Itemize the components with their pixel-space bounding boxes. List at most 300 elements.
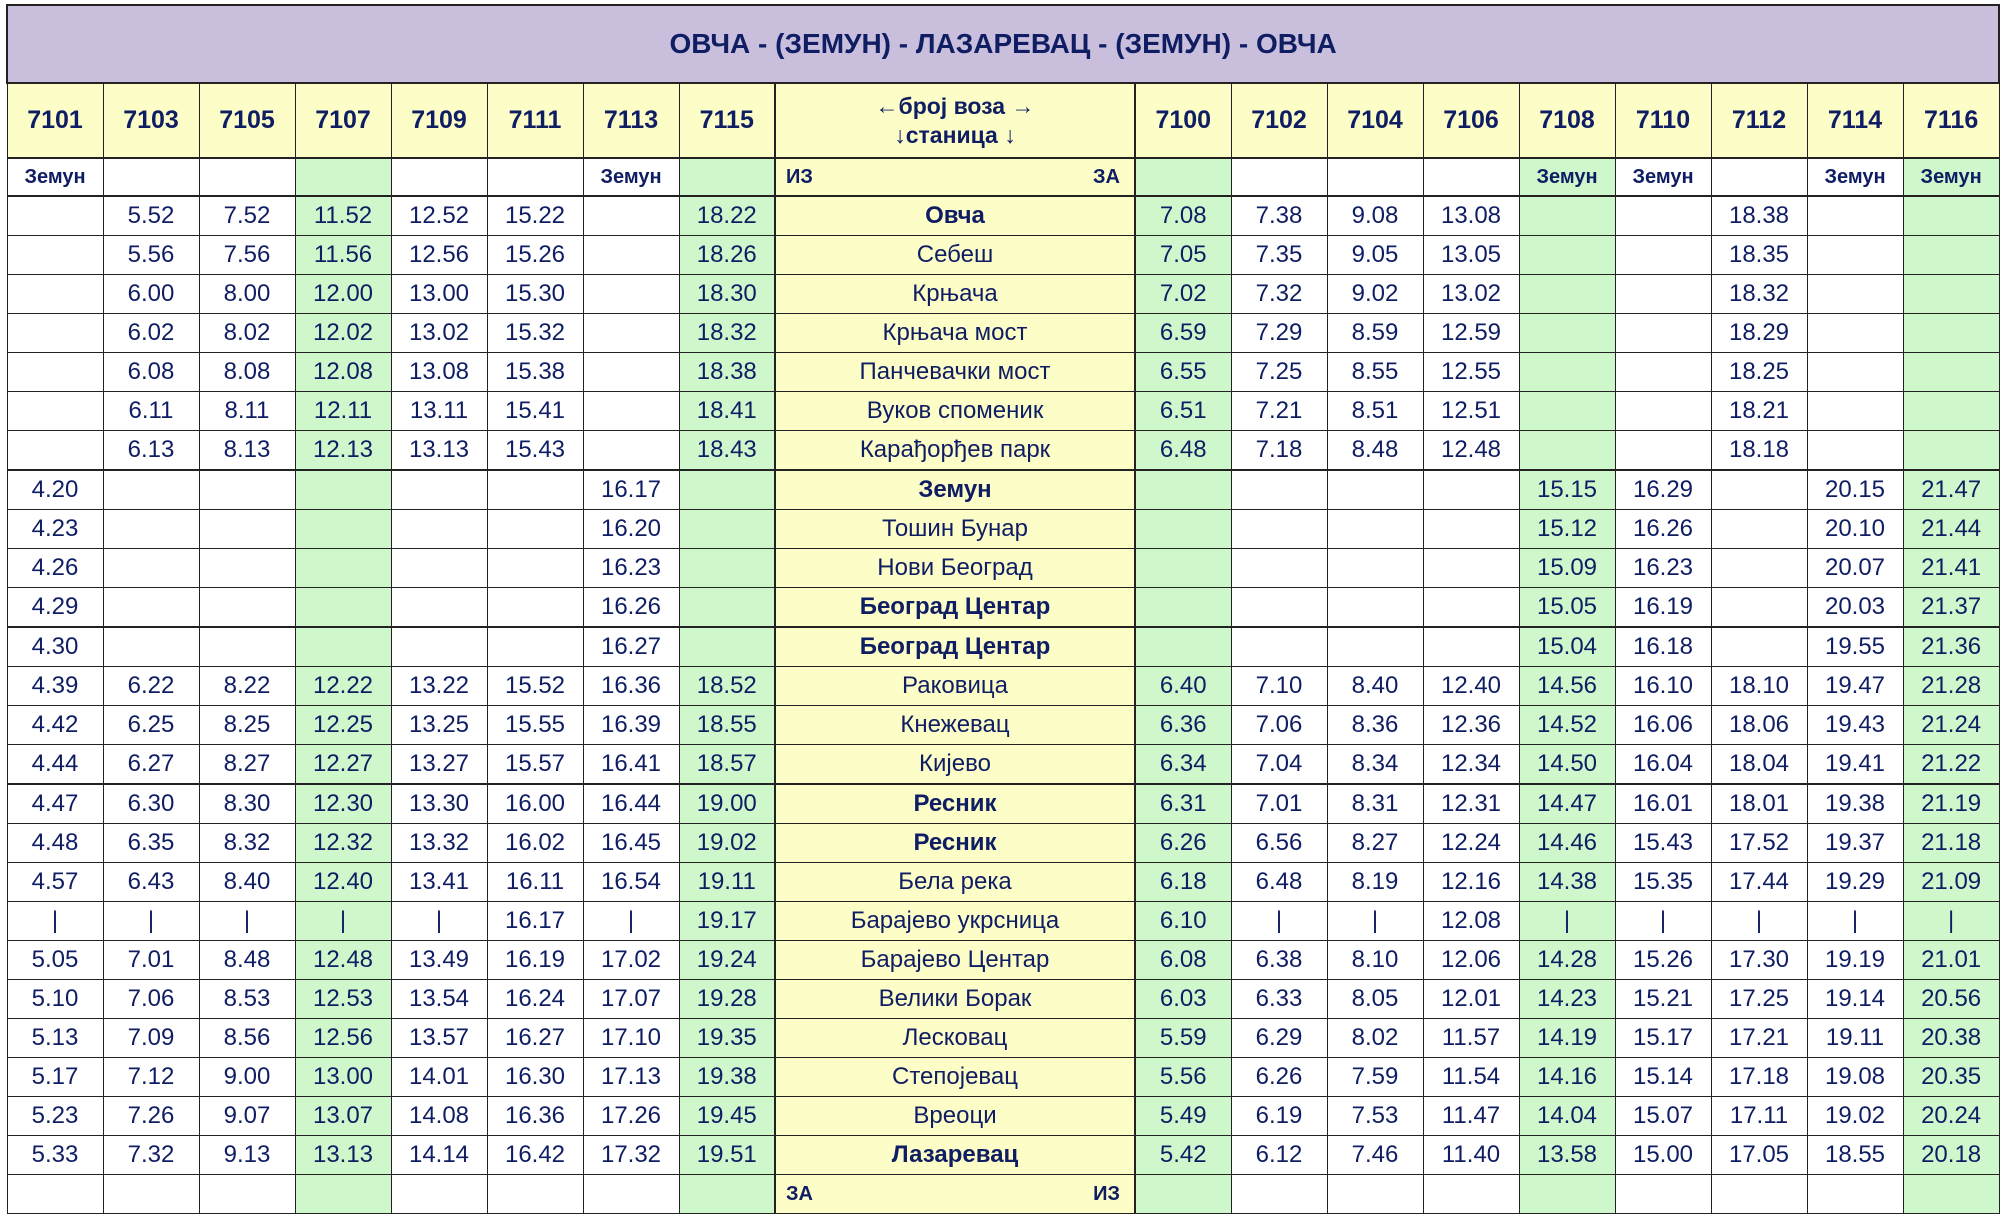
departure-time: 21.36 bbox=[1903, 627, 1999, 667]
departure-time bbox=[487, 627, 583, 667]
departure-time bbox=[1423, 627, 1519, 667]
station-name: Ресник bbox=[775, 784, 1135, 824]
departure-time bbox=[1903, 314, 1999, 353]
departure-time: 19.11 bbox=[1807, 1019, 1903, 1058]
departure-time: 6.33 bbox=[1231, 980, 1327, 1019]
departure-time: 13.22 bbox=[391, 667, 487, 706]
train-number: 7104 bbox=[1327, 83, 1423, 158]
departure-time bbox=[1807, 196, 1903, 236]
departure-time: 6.27 bbox=[103, 745, 199, 785]
departure-time: 12.55 bbox=[1423, 353, 1519, 392]
departure-time bbox=[1519, 196, 1615, 236]
departure-time: 8.19 bbox=[1327, 863, 1423, 902]
departure-time: 9.02 bbox=[1327, 275, 1423, 314]
departure-time: 18.06 bbox=[1711, 706, 1807, 745]
departure-time: 18.35 bbox=[1711, 236, 1807, 275]
departure-time: 21.47 bbox=[1903, 470, 1999, 510]
departure-time: 9.13 bbox=[199, 1136, 295, 1175]
departure-time: 17.10 bbox=[583, 1019, 679, 1058]
departure-time: 14.56 bbox=[1519, 667, 1615, 706]
departure-time: 6.34 bbox=[1135, 745, 1231, 785]
departure-time bbox=[7, 196, 103, 236]
departure-time: 15.43 bbox=[487, 431, 583, 471]
departure-time: 13.13 bbox=[295, 1136, 391, 1175]
departure-time: 6.10 bbox=[1135, 902, 1231, 941]
departure-time: 16.02 bbox=[487, 824, 583, 863]
departure-time: 17.11 bbox=[1711, 1097, 1807, 1136]
departure-time bbox=[1231, 627, 1327, 667]
departure-time: 6.08 bbox=[103, 353, 199, 392]
timetable-row bbox=[7, 941, 1999, 980]
timetable-row bbox=[7, 236, 1999, 275]
departure-time: 8.30 bbox=[199, 784, 295, 824]
departure-time: 15.41 bbox=[487, 392, 583, 431]
departure-time bbox=[1903, 196, 1999, 236]
departure-time: 8.40 bbox=[199, 863, 295, 902]
departure-time: 16.27 bbox=[583, 627, 679, 667]
departure-time bbox=[583, 392, 679, 431]
departure-time: 7.21 bbox=[1231, 392, 1327, 431]
departure-time: 7.05 bbox=[1135, 236, 1231, 275]
departure-time: 15.12 bbox=[1519, 510, 1615, 549]
departure-time: 16.44 bbox=[583, 784, 679, 824]
departure-time: 19.38 bbox=[1807, 784, 1903, 824]
departure-time: 21.18 bbox=[1903, 824, 1999, 863]
departure-time: 6.40 bbox=[1135, 667, 1231, 706]
departure-time: 7.02 bbox=[1135, 275, 1231, 314]
departure-time: 6.48 bbox=[1135, 431, 1231, 471]
departure-time: 7.01 bbox=[1231, 784, 1327, 824]
departure-time: 12.00 bbox=[295, 275, 391, 314]
departure-time: 6.35 bbox=[103, 824, 199, 863]
timetable-row bbox=[7, 1019, 1999, 1058]
departure-time: 8.48 bbox=[1327, 431, 1423, 471]
departure-time: 4.29 bbox=[7, 588, 103, 628]
departure-time: 6.22 bbox=[103, 667, 199, 706]
departure-time: 16.00 bbox=[487, 784, 583, 824]
departure-time: | bbox=[1231, 902, 1327, 941]
station-name: Карађорђев парк bbox=[775, 431, 1135, 471]
timetable-row bbox=[7, 353, 1999, 392]
timetable-row bbox=[7, 706, 1999, 745]
departure-time bbox=[1711, 510, 1807, 549]
departure-time: 12.25 bbox=[295, 706, 391, 745]
departure-time: 15.43 bbox=[1615, 824, 1711, 863]
station-name: Себеш bbox=[775, 236, 1135, 275]
departure-time: 18.38 bbox=[679, 353, 775, 392]
departure-time bbox=[7, 353, 103, 392]
departure-time: | bbox=[583, 902, 679, 941]
station-name: Степојевац bbox=[775, 1058, 1135, 1097]
departure-time: 16.54 bbox=[583, 863, 679, 902]
departure-time: 19.38 bbox=[679, 1058, 775, 1097]
footer-cell bbox=[1231, 1175, 1327, 1214]
departure-time: 7.32 bbox=[1231, 275, 1327, 314]
departure-time: 13.32 bbox=[391, 824, 487, 863]
origin-cell: Земун bbox=[583, 158, 679, 196]
departure-time bbox=[295, 549, 391, 588]
train-number: 7109 bbox=[391, 83, 487, 158]
departure-time: 12.06 bbox=[1423, 941, 1519, 980]
departure-time bbox=[199, 510, 295, 549]
departure-time bbox=[1135, 470, 1231, 510]
origin-cell bbox=[1711, 158, 1807, 196]
departure-time: 8.05 bbox=[1327, 980, 1423, 1019]
departure-time bbox=[1615, 353, 1711, 392]
departure-time: | bbox=[1807, 902, 1903, 941]
departure-time: 18.55 bbox=[1807, 1136, 1903, 1175]
departure-time bbox=[103, 549, 199, 588]
departure-time: 4.48 bbox=[7, 824, 103, 863]
departure-time: 6.51 bbox=[1135, 392, 1231, 431]
departure-time: 8.27 bbox=[199, 745, 295, 785]
departure-time: 16.36 bbox=[583, 667, 679, 706]
departure-time: 18.38 bbox=[1711, 196, 1807, 236]
departure-time: 7.08 bbox=[1135, 196, 1231, 236]
departure-time: 14.47 bbox=[1519, 784, 1615, 824]
timetable-row bbox=[7, 510, 1999, 549]
departure-time: 12.02 bbox=[295, 314, 391, 353]
departure-time: 5.10 bbox=[7, 980, 103, 1019]
departure-time: 8.00 bbox=[199, 275, 295, 314]
departure-time: | bbox=[103, 902, 199, 941]
station-name: Барајево Центар bbox=[775, 941, 1135, 980]
departure-time bbox=[1903, 353, 1999, 392]
footer-cell bbox=[1903, 1175, 1999, 1214]
footer-cell bbox=[295, 1175, 391, 1214]
timetable-row bbox=[7, 824, 1999, 863]
departure-time: 8.27 bbox=[1327, 824, 1423, 863]
departure-time: 12.36 bbox=[1423, 706, 1519, 745]
departure-time: 16.26 bbox=[1615, 510, 1711, 549]
departure-time: 18.10 bbox=[1711, 667, 1807, 706]
departure-time: 13.05 bbox=[1423, 236, 1519, 275]
timetable-row bbox=[7, 1136, 1999, 1175]
departure-time: 5.17 bbox=[7, 1058, 103, 1097]
timetable-row bbox=[7, 275, 1999, 314]
departure-time: 13.25 bbox=[391, 706, 487, 745]
departure-time bbox=[1615, 431, 1711, 471]
departure-time bbox=[1615, 275, 1711, 314]
station-name: Лесковац bbox=[775, 1019, 1135, 1058]
departure-time: 17.13 bbox=[583, 1058, 679, 1097]
departure-time: 12.59 bbox=[1423, 314, 1519, 353]
departure-time: 12.27 bbox=[295, 745, 391, 785]
departure-time: 7.09 bbox=[103, 1019, 199, 1058]
departure-time: 21.09 bbox=[1903, 863, 1999, 902]
departure-time: 14.28 bbox=[1519, 941, 1615, 980]
departure-time: 18.26 bbox=[679, 236, 775, 275]
departure-time: 17.30 bbox=[1711, 941, 1807, 980]
station-name: Нови Београд bbox=[775, 549, 1135, 588]
departure-time: 19.35 bbox=[679, 1019, 775, 1058]
departure-time: 19.02 bbox=[679, 824, 775, 863]
departure-time: 21.44 bbox=[1903, 510, 1999, 549]
departure-time: 12.08 bbox=[1423, 902, 1519, 941]
departure-time: 6.08 bbox=[1135, 941, 1231, 980]
departure-time bbox=[583, 196, 679, 236]
departure-time: 5.05 bbox=[7, 941, 103, 980]
departure-time: 6.36 bbox=[1135, 706, 1231, 745]
train-number: 7106 bbox=[1423, 83, 1519, 158]
departure-time: 18.04 bbox=[1711, 745, 1807, 785]
departure-time: 8.13 bbox=[199, 431, 295, 471]
train-number: 7107 bbox=[295, 83, 391, 158]
departure-time: 16.18 bbox=[1615, 627, 1711, 667]
departure-time: 13.08 bbox=[1423, 196, 1519, 236]
departure-time: 11.56 bbox=[295, 236, 391, 275]
departure-time: 15.52 bbox=[487, 667, 583, 706]
departure-time: 4.26 bbox=[7, 549, 103, 588]
departure-time bbox=[391, 627, 487, 667]
departure-time: 15.35 bbox=[1615, 863, 1711, 902]
departure-time: 8.11 bbox=[199, 392, 295, 431]
departure-time bbox=[1231, 588, 1327, 628]
departure-time: 7.32 bbox=[103, 1136, 199, 1175]
departure-time: 14.14 bbox=[391, 1136, 487, 1175]
departure-time bbox=[1519, 236, 1615, 275]
departure-time bbox=[1711, 627, 1807, 667]
departure-time: 13.41 bbox=[391, 863, 487, 902]
departure-time: 19.11 bbox=[679, 863, 775, 902]
departure-time bbox=[1135, 627, 1231, 667]
departure-time: | bbox=[1711, 902, 1807, 941]
departure-time bbox=[199, 549, 295, 588]
departure-time bbox=[1615, 392, 1711, 431]
timetable-row bbox=[7, 392, 1999, 431]
departure-time bbox=[583, 236, 679, 275]
departure-time bbox=[1327, 549, 1423, 588]
departure-time: 15.26 bbox=[487, 236, 583, 275]
departure-time: 19.55 bbox=[1807, 627, 1903, 667]
departure-time bbox=[103, 510, 199, 549]
footer-cell bbox=[7, 1175, 103, 1214]
departure-time: 9.07 bbox=[199, 1097, 295, 1136]
timetable-row bbox=[7, 1097, 1999, 1136]
footer-cell bbox=[103, 1175, 199, 1214]
departure-time bbox=[1903, 392, 1999, 431]
departure-time: 21.37 bbox=[1903, 588, 1999, 628]
departure-time: 19.45 bbox=[679, 1097, 775, 1136]
departure-time: 16.19 bbox=[1615, 588, 1711, 628]
timetable-row bbox=[7, 902, 1999, 941]
departure-time bbox=[1135, 510, 1231, 549]
departure-time: 13.11 bbox=[391, 392, 487, 431]
footer-cell bbox=[1519, 1175, 1615, 1214]
footer-cell bbox=[583, 1175, 679, 1214]
departure-time: 15.05 bbox=[1519, 588, 1615, 628]
departure-time: 15.15 bbox=[1519, 470, 1615, 510]
departure-time: 5.52 bbox=[103, 196, 199, 236]
departure-time: 18.22 bbox=[679, 196, 775, 236]
departure-time: 8.53 bbox=[199, 980, 295, 1019]
departure-time: 8.59 bbox=[1327, 314, 1423, 353]
departure-time: 13.02 bbox=[391, 314, 487, 353]
departure-time: 15.14 bbox=[1615, 1058, 1711, 1097]
departure-time: 8.56 bbox=[199, 1019, 295, 1058]
departure-time bbox=[295, 588, 391, 628]
departure-time: 7.25 bbox=[1231, 353, 1327, 392]
departure-time: 15.04 bbox=[1519, 627, 1615, 667]
departure-time bbox=[487, 470, 583, 510]
departure-time: 6.02 bbox=[103, 314, 199, 353]
departure-time bbox=[583, 431, 679, 471]
origin-cell bbox=[391, 158, 487, 196]
departure-time: 9.08 bbox=[1327, 196, 1423, 236]
departure-time bbox=[391, 588, 487, 628]
departure-time: 14.52 bbox=[1519, 706, 1615, 745]
train-number-header bbox=[7, 83, 1999, 158]
departure-time: 16.42 bbox=[487, 1136, 583, 1175]
train-number: 7114 bbox=[1807, 83, 1903, 158]
departure-time bbox=[103, 627, 199, 667]
departure-time: 18.32 bbox=[679, 314, 775, 353]
station-name: Београд Центар bbox=[775, 588, 1135, 628]
timetable-row bbox=[7, 784, 1999, 824]
departure-time: 16.30 bbox=[487, 1058, 583, 1097]
departure-time: 7.38 bbox=[1231, 196, 1327, 236]
departure-time: 15.17 bbox=[1615, 1019, 1711, 1058]
footer-cell bbox=[1615, 1175, 1711, 1214]
departure-time bbox=[1423, 470, 1519, 510]
train-number: 7112 bbox=[1711, 83, 1807, 158]
departure-time bbox=[1903, 275, 1999, 314]
departure-time bbox=[1615, 236, 1711, 275]
departure-time: 6.55 bbox=[1135, 353, 1231, 392]
departure-time: 8.31 bbox=[1327, 784, 1423, 824]
departure-time: 12.31 bbox=[1423, 784, 1519, 824]
departure-time: | bbox=[1903, 902, 1999, 941]
departure-time: 19.24 bbox=[679, 941, 775, 980]
departure-time: 20.18 bbox=[1903, 1136, 1999, 1175]
to-label: ЗА bbox=[1093, 165, 1120, 188]
departure-time: 14.08 bbox=[391, 1097, 487, 1136]
departure-time: 20.03 bbox=[1807, 588, 1903, 628]
departure-time: 6.19 bbox=[1231, 1097, 1327, 1136]
departure-time: 12.40 bbox=[1423, 667, 1519, 706]
departure-time: 14.23 bbox=[1519, 980, 1615, 1019]
departure-time: 14.19 bbox=[1519, 1019, 1615, 1058]
station-name: Тошин Бунар bbox=[775, 510, 1135, 549]
departure-time: 4.57 bbox=[7, 863, 103, 902]
departure-time bbox=[1615, 196, 1711, 236]
departure-time: 6.38 bbox=[1231, 941, 1327, 980]
origin-cell bbox=[103, 158, 199, 196]
departure-time: 17.52 bbox=[1711, 824, 1807, 863]
departure-time: 13.54 bbox=[391, 980, 487, 1019]
timetable-row bbox=[7, 980, 1999, 1019]
departure-time: 16.36 bbox=[487, 1097, 583, 1136]
departure-time: 8.22 bbox=[199, 667, 295, 706]
departure-time: 15.57 bbox=[487, 745, 583, 785]
departure-time: 15.07 bbox=[1615, 1097, 1711, 1136]
departure-time: 17.02 bbox=[583, 941, 679, 980]
departure-time bbox=[1519, 431, 1615, 471]
timetable-row bbox=[7, 627, 1999, 667]
departure-time: 8.34 bbox=[1327, 745, 1423, 785]
departure-time: 6.29 bbox=[1231, 1019, 1327, 1058]
departure-time: 7.06 bbox=[1231, 706, 1327, 745]
departure-time: 13.02 bbox=[1423, 275, 1519, 314]
departure-time: 14.01 bbox=[391, 1058, 487, 1097]
departure-time: 6.03 bbox=[1135, 980, 1231, 1019]
departure-time: 7.56 bbox=[199, 236, 295, 275]
departure-time: 12.01 bbox=[1423, 980, 1519, 1019]
timetable-row bbox=[7, 1058, 1999, 1097]
departure-time: 18.21 bbox=[1711, 392, 1807, 431]
timetable-row bbox=[7, 667, 1999, 706]
departure-time: 21.24 bbox=[1903, 706, 1999, 745]
departure-time bbox=[1519, 275, 1615, 314]
departure-time: 8.32 bbox=[199, 824, 295, 863]
departure-time: 17.05 bbox=[1711, 1136, 1807, 1175]
departure-time: 11.52 bbox=[295, 196, 391, 236]
departure-time bbox=[1135, 549, 1231, 588]
departure-time: 21.41 bbox=[1903, 549, 1999, 588]
footer-cell bbox=[1423, 1175, 1519, 1214]
departure-time: 14.50 bbox=[1519, 745, 1615, 785]
departure-time: 21.22 bbox=[1903, 745, 1999, 785]
departure-time: 16.23 bbox=[583, 549, 679, 588]
station-name: Земун bbox=[775, 470, 1135, 510]
origin-cell bbox=[1327, 158, 1423, 196]
station-name: Вуков споменик bbox=[775, 392, 1135, 431]
origin-cell: Земун bbox=[1807, 158, 1903, 196]
departure-time bbox=[679, 627, 775, 667]
departure-time: 15.38 bbox=[487, 353, 583, 392]
departure-time: 16.11 bbox=[487, 863, 583, 902]
timetable-row bbox=[7, 588, 1999, 628]
departure-time: 17.32 bbox=[583, 1136, 679, 1175]
departure-time: 17.07 bbox=[583, 980, 679, 1019]
departure-time bbox=[1327, 588, 1423, 628]
departure-time bbox=[583, 275, 679, 314]
departure-time: 8.08 bbox=[199, 353, 295, 392]
departure-time: 19.47 bbox=[1807, 667, 1903, 706]
departure-time: 6.26 bbox=[1135, 824, 1231, 863]
origin-cell: Земун bbox=[7, 158, 103, 196]
station-name: Бела река bbox=[775, 863, 1135, 902]
departure-time bbox=[199, 470, 295, 510]
departure-time: 21.01 bbox=[1903, 941, 1999, 980]
departure-time: 7.52 bbox=[199, 196, 295, 236]
departure-time: 21.19 bbox=[1903, 784, 1999, 824]
departure-time: 11.40 bbox=[1423, 1136, 1519, 1175]
train-number: 7110 bbox=[1615, 83, 1711, 158]
departure-time: 16.41 bbox=[583, 745, 679, 785]
departure-time: 7.04 bbox=[1231, 745, 1327, 785]
departure-time: 13.30 bbox=[391, 784, 487, 824]
departure-time: 7.59 bbox=[1327, 1058, 1423, 1097]
departure-time: 17.21 bbox=[1711, 1019, 1807, 1058]
timetable-row bbox=[7, 863, 1999, 902]
train-number: 7115 bbox=[679, 83, 775, 158]
departure-time bbox=[7, 431, 103, 471]
departure-time: 4.47 bbox=[7, 784, 103, 824]
origin-cell bbox=[295, 158, 391, 196]
departure-time: 7.12 bbox=[103, 1058, 199, 1097]
departure-time: 16.06 bbox=[1615, 706, 1711, 745]
departure-time: | bbox=[7, 902, 103, 941]
station-header bbox=[775, 83, 1135, 158]
footer-cell bbox=[1711, 1175, 1807, 1214]
departure-time: | bbox=[391, 902, 487, 941]
departure-time: 20.38 bbox=[1903, 1019, 1999, 1058]
train-number: 7100 bbox=[1135, 83, 1231, 158]
departure-time bbox=[1423, 588, 1519, 628]
departure-time: 12.40 bbox=[295, 863, 391, 902]
departure-time: 12.56 bbox=[295, 1019, 391, 1058]
